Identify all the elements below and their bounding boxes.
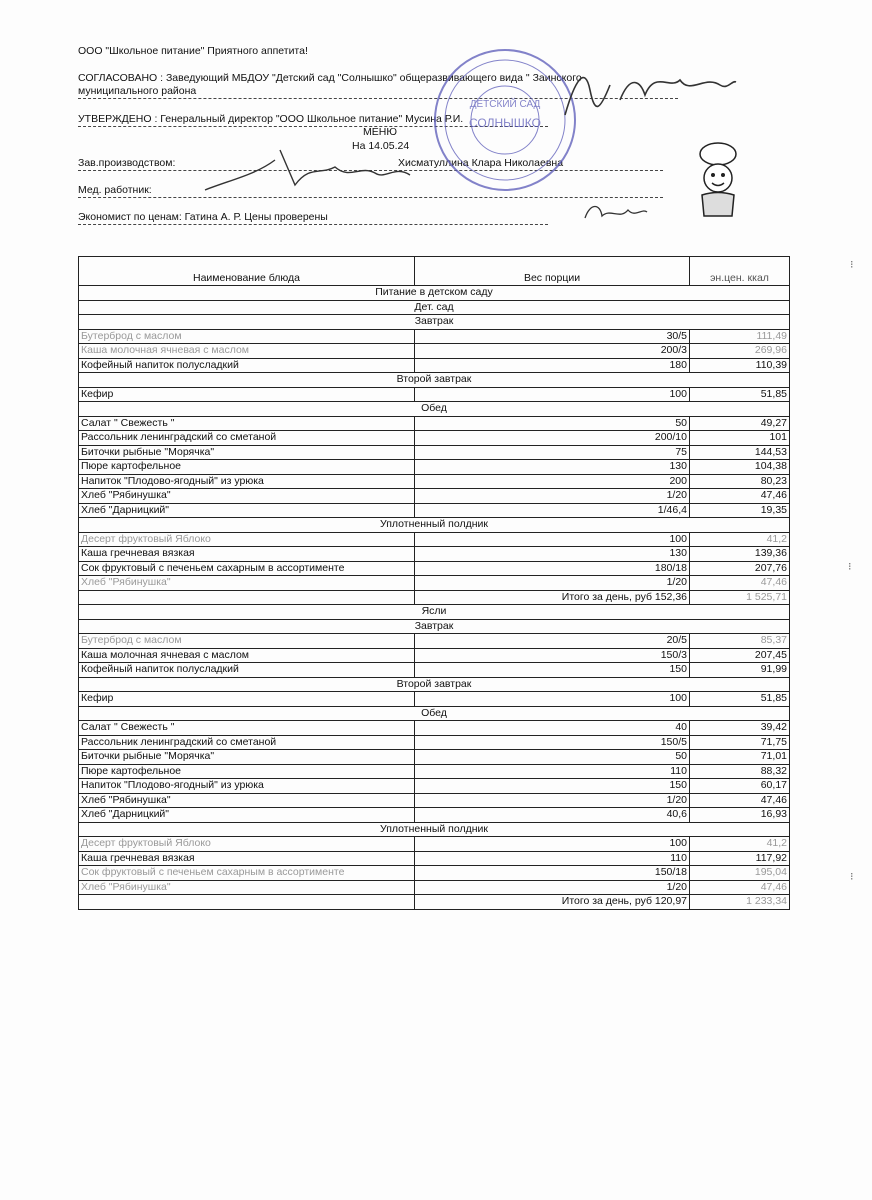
dish-name: Хлеб "Рябинушка" xyxy=(79,793,415,808)
section-row xyxy=(79,300,790,315)
kcal-value: 16,93 xyxy=(690,808,790,823)
section-row xyxy=(79,706,790,721)
dish-name xyxy=(79,590,415,605)
portion-weight: 1/46,4 xyxy=(415,503,690,518)
portion-weight: 110 xyxy=(415,851,690,866)
stamp-text-top: ДЕТСКИЙ САД xyxy=(469,99,541,110)
menu-title: МЕНЮ xyxy=(363,126,397,138)
economist-line: Экономист по ценам: Гатина А. Р. Цены проверены xyxy=(78,210,548,225)
column-header: Вес порции xyxy=(415,257,690,286)
dish-name: Биточки рыбные "Морячка" xyxy=(79,750,415,765)
section-row xyxy=(79,677,790,692)
table-row xyxy=(79,692,790,707)
portion-weight: 180 xyxy=(415,358,690,373)
section-row xyxy=(79,315,790,330)
kcal-value: 91,99 xyxy=(690,663,790,678)
stamp-text-main: СОЛНЫШКО xyxy=(469,116,541,130)
dish-name: Бутерброд с маслом xyxy=(79,634,415,649)
table-row xyxy=(79,808,790,823)
section-title: Второй завтрак xyxy=(79,373,790,388)
section-title: Дет. сад xyxy=(79,300,790,315)
table-row xyxy=(79,576,790,591)
portion-weight: 100 xyxy=(415,692,690,707)
section-title: Обед xyxy=(79,706,790,721)
production-name: Хисматуллина Клара Николаевна xyxy=(398,157,564,169)
table-row xyxy=(79,764,790,779)
director-signature xyxy=(560,60,740,120)
portion-weight: 150/18 xyxy=(415,866,690,881)
portion-weight: 40 xyxy=(415,721,690,736)
table-row xyxy=(79,561,790,576)
total-row xyxy=(79,895,790,910)
dish-name: Сок фруктовый с печеньем сахарным в ассортименте xyxy=(79,866,415,881)
dish-name: Напиток "Плодово-ягодный" из урюка xyxy=(79,779,415,794)
portion-weight: 110 xyxy=(415,764,690,779)
kcal-value: 195,04 xyxy=(690,866,790,881)
kcal-value: 1 525,71 xyxy=(690,590,790,605)
kcal-value: 117,92 xyxy=(690,851,790,866)
portion-weight: 100 xyxy=(415,837,690,852)
dish-name: Каша гречневая вязкая xyxy=(79,547,415,562)
dish-name: Десерт фруктовый Яблоко xyxy=(79,837,415,852)
section-title: Обед xyxy=(79,402,790,417)
portion-weight: 200/10 xyxy=(415,431,690,446)
round-stamp xyxy=(430,45,580,195)
table-row xyxy=(79,648,790,663)
table-row xyxy=(79,358,790,373)
scan-mark: ⁝ xyxy=(848,561,852,573)
portion-weight: Итого за день, руб 120,97 xyxy=(415,895,690,910)
table-row xyxy=(79,634,790,649)
company-line: ООО "Школьное питание" Приятного аппетита! xyxy=(78,45,308,57)
table-row xyxy=(79,460,790,475)
kcal-value: 88,32 xyxy=(690,764,790,779)
dish-name: Бутерброд с маслом xyxy=(79,329,415,344)
dish-name: Салат " Свежесть " xyxy=(79,721,415,736)
dish-name: Пюре картофельное xyxy=(79,460,415,475)
dish-name: Кофейный напиток полусладкий xyxy=(79,663,415,678)
dish-name: Хлеб "Дарницкий" xyxy=(79,503,415,518)
economist-signature xyxy=(580,198,650,228)
kcal-value: 85,37 xyxy=(690,634,790,649)
portion-weight: 50 xyxy=(415,750,690,765)
table-row xyxy=(79,851,790,866)
table-row xyxy=(79,547,790,562)
table-row xyxy=(79,837,790,852)
dish-name xyxy=(79,895,415,910)
column-header: эн.цен. ккал xyxy=(690,257,790,286)
portion-weight: 100 xyxy=(415,387,690,402)
kcal-value: 71,75 xyxy=(690,735,790,750)
dish-name: Десерт фруктовый Яблоко xyxy=(79,532,415,547)
total-row xyxy=(79,590,790,605)
portion-weight: Итого за день, руб 152,36 xyxy=(415,590,690,605)
approved-line-2: муниципального района xyxy=(78,84,678,99)
section-title: Питание в детском саду xyxy=(79,286,790,301)
dish-name: Кофейный напиток полусладкий xyxy=(79,358,415,373)
medic-label: Мед. работник: xyxy=(78,183,663,198)
table-row xyxy=(79,503,790,518)
confirmed-line: УТВЕРЖДЕНО : Генеральный директор "ООО Школьное питание" Мусина Р.И. xyxy=(78,112,548,127)
kcal-value: 269,96 xyxy=(690,344,790,359)
portion-weight: 30/5 xyxy=(415,329,690,344)
dish-name: Сок фруктовый с печеньем сахарным в ассортименте xyxy=(79,561,415,576)
dish-name: Хлеб "Рябинушка" xyxy=(79,576,415,591)
table-row xyxy=(79,779,790,794)
table-row xyxy=(79,474,790,489)
portion-weight: 200/3 xyxy=(415,344,690,359)
table-header-row xyxy=(79,257,790,286)
medic-signature xyxy=(200,145,430,200)
dish-name: Каша молочная ячневая с маслом xyxy=(79,648,415,663)
section-title: Завтрак xyxy=(79,315,790,330)
dish-name: Хлеб "Рябинушка" xyxy=(79,489,415,504)
section-title: Ясли xyxy=(79,605,790,620)
section-row xyxy=(79,402,790,417)
kcal-value: 47,46 xyxy=(690,880,790,895)
dish-name: Напиток "Плодово-ягодный" из урюка xyxy=(79,474,415,489)
table-row xyxy=(79,387,790,402)
menu-table xyxy=(78,256,790,910)
kcal-value: 19,35 xyxy=(690,503,790,518)
section-row xyxy=(79,822,790,837)
portion-weight: 1/20 xyxy=(415,793,690,808)
kcal-value: 101 xyxy=(690,431,790,446)
table-row xyxy=(79,750,790,765)
kcal-value: 207,45 xyxy=(690,648,790,663)
table-row xyxy=(79,329,790,344)
section-title: Уплотненный полдник xyxy=(79,822,790,837)
kcal-value: 139,36 xyxy=(690,547,790,562)
kcal-value: 39,42 xyxy=(690,721,790,736)
portion-weight: 150 xyxy=(415,663,690,678)
dish-name: Рассольник ленинградский со сметаной xyxy=(79,431,415,446)
kcal-value: 60,17 xyxy=(690,779,790,794)
portion-weight: 150/3 xyxy=(415,648,690,663)
table-row xyxy=(79,880,790,895)
table-row xyxy=(79,663,790,678)
table-row xyxy=(79,445,790,460)
dish-name: Рассольник ленинградский со сметаной xyxy=(79,735,415,750)
dish-name: Биточки рыбные "Морячка" xyxy=(79,445,415,460)
section-title: Завтрак xyxy=(79,619,790,634)
section-row xyxy=(79,373,790,388)
portion-weight: 150 xyxy=(415,779,690,794)
scan-mark: ⁝ xyxy=(850,259,854,271)
kcal-value: 49,27 xyxy=(690,416,790,431)
kcal-value: 41,2 xyxy=(690,532,790,547)
kcal-value: 80,23 xyxy=(690,474,790,489)
column-header: Наименование блюда xyxy=(79,257,415,286)
portion-weight: 150/5 xyxy=(415,735,690,750)
portion-weight: 180/18 xyxy=(415,561,690,576)
kcal-value: 41,2 xyxy=(690,837,790,852)
portion-weight: 130 xyxy=(415,460,690,475)
dish-name: Кефир xyxy=(79,387,415,402)
kcal-value: 144,53 xyxy=(690,445,790,460)
table-row xyxy=(79,721,790,736)
menu-date: На 14.05.24 xyxy=(352,140,410,152)
dish-name: Хлеб "Рябинушка" xyxy=(79,880,415,895)
portion-weight: 1/20 xyxy=(415,489,690,504)
production-label: Зав.производством: xyxy=(78,157,176,169)
section-row xyxy=(79,619,790,634)
kcal-value: 104,38 xyxy=(690,460,790,475)
kcal-value: 207,76 xyxy=(690,561,790,576)
table-row xyxy=(79,416,790,431)
approved-line-1: СОГЛАСОВАНО : Заведующий МБДОУ "Детский сад "Солнышко" общеразвивающего вида " Заинского xyxy=(78,72,582,84)
dish-name: Хлеб "Дарницкий" xyxy=(79,808,415,823)
kcal-value: 110,39 xyxy=(690,358,790,373)
scan-mark: ⁝ xyxy=(850,871,854,883)
table-row xyxy=(79,431,790,446)
portion-weight: 100 xyxy=(415,532,690,547)
portion-weight: 20/5 xyxy=(415,634,690,649)
dish-name: Каша гречневая вязкая xyxy=(79,851,415,866)
dish-name: Пюре картофельное xyxy=(79,764,415,779)
kcal-value: 51,85 xyxy=(690,692,790,707)
table-row xyxy=(79,489,790,504)
section-title: Второй завтрак xyxy=(79,677,790,692)
kcal-value: 47,46 xyxy=(690,489,790,504)
dish-name: Салат " Свежесть " xyxy=(79,416,415,431)
portion-weight: 1/20 xyxy=(415,576,690,591)
kcal-value: 1 233,34 xyxy=(690,895,790,910)
kcal-value: 71,01 xyxy=(690,750,790,765)
kcal-value: 47,46 xyxy=(690,576,790,591)
kcal-value: 47,46 xyxy=(690,793,790,808)
portion-weight: 200 xyxy=(415,474,690,489)
portion-weight: 40,6 xyxy=(415,808,690,823)
section-row xyxy=(79,518,790,533)
portion-weight: 1/20 xyxy=(415,880,690,895)
chef-icon xyxy=(688,140,748,220)
dish-name: Каша молочная ячневая с маслом xyxy=(79,344,415,359)
table-row xyxy=(79,532,790,547)
portion-weight: 130 xyxy=(415,547,690,562)
table-row xyxy=(79,866,790,881)
kcal-value: 51,85 xyxy=(690,387,790,402)
section-row xyxy=(79,605,790,620)
kcal-value: 111,49 xyxy=(690,329,790,344)
table-row xyxy=(79,344,790,359)
portion-weight: 50 xyxy=(415,416,690,431)
table-row xyxy=(79,793,790,808)
section-row xyxy=(79,286,790,301)
section-title: Уплотненный полдник xyxy=(79,518,790,533)
dish-name: Кефир xyxy=(79,692,415,707)
table-row xyxy=(79,735,790,750)
portion-weight: 75 xyxy=(415,445,690,460)
